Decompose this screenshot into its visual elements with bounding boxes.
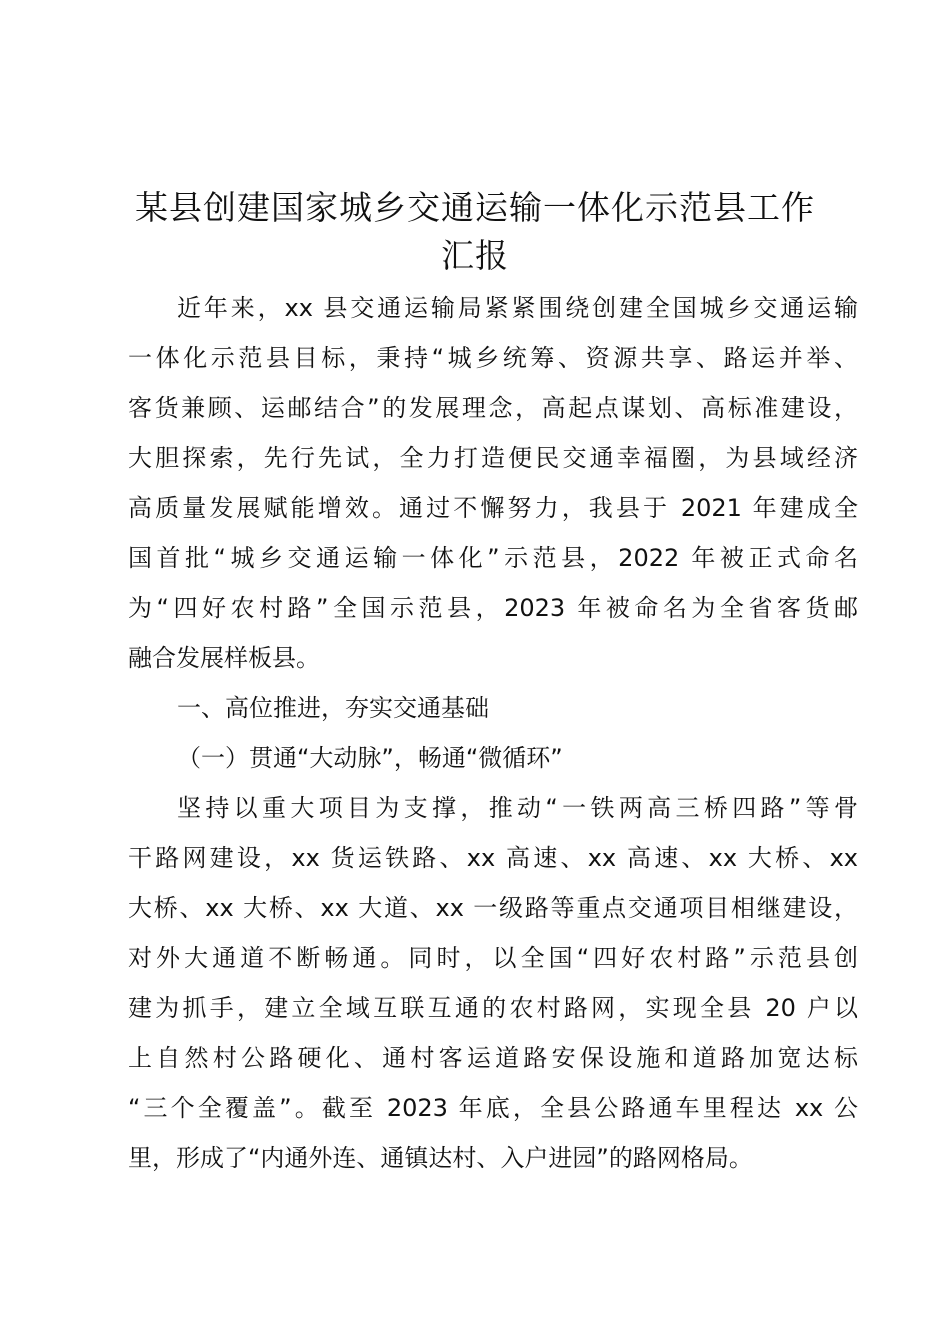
paragraph-line: 建为抓手，建立全域互联互通的农村路网，实现全县 20 户以 xyxy=(128,994,858,1022)
paragraph-line: 上自然村公路硬化、通村客运道路安保设施和道路加宽达标 xyxy=(128,1044,858,1072)
document-title-line-1: 某县创建国家城乡交通运输一体化示范县工作 xyxy=(135,188,815,227)
paragraph-line: 客货兼顾、运邮结合”的发展理念，高起点谋划、高标准建设， xyxy=(128,394,858,422)
paragraph-line: 对外大通道不断畅通。同时，以全国“四好农村路”示范县创 xyxy=(128,944,858,972)
paragraph-line: 大胆探索，先行先试，全力打造便民交通幸福圈，为县域经济 xyxy=(128,444,858,472)
section-heading: 一、高位推进，夯实交通基础 xyxy=(177,694,489,722)
paragraph-line: 大桥、xx 大桥、xx 大道、xx 一级路等重点交通项目相继建设， xyxy=(128,894,858,922)
paragraph-roads xyxy=(128,783,858,1183)
document-title-line-2: 汇报 xyxy=(441,236,509,275)
subsection-heading: （一）贯通“大动脉”，畅通“微循环” xyxy=(177,744,563,772)
paragraph-line: 干路网建设，xx 货运铁路、xx 高速、xx 高速、xx 大桥、xx xyxy=(128,844,858,872)
paragraph-line: 里，形成了“内通外连、通镇达村、入户进园”的路网格局。 xyxy=(128,1144,753,1172)
paragraph-line: 国首批“城乡交通运输一体化”示范县，2022 年被正式命名 xyxy=(128,544,858,572)
paragraph-line: 一体化示范县目标，秉持“城乡统筹、资源共享、路运并举、 xyxy=(128,344,858,372)
paragraph-line: 坚持以重大项目为支撑，推动“一铁两高三桥四路”等骨 xyxy=(177,794,858,822)
paragraph-line: 融合发展样板县。 xyxy=(128,644,320,672)
paragraph-line: 高质量发展赋能增效。通过不懈努力，我县于 2021 年建成全 xyxy=(128,494,858,522)
paragraph-line: 为“四好农村路”全国示范县，2023 年被命名为全省客货邮 xyxy=(128,594,858,622)
document-body xyxy=(128,283,858,1183)
paragraph-line: “三个全覆盖”。截至 2023 年底，全县公路通车里程达 xx 公 xyxy=(128,1094,858,1122)
paragraph-line: 近年来，xx 县交通运输局紧紧围绕创建全国城乡交通运输 xyxy=(177,294,858,322)
paragraph-intro xyxy=(128,283,858,683)
